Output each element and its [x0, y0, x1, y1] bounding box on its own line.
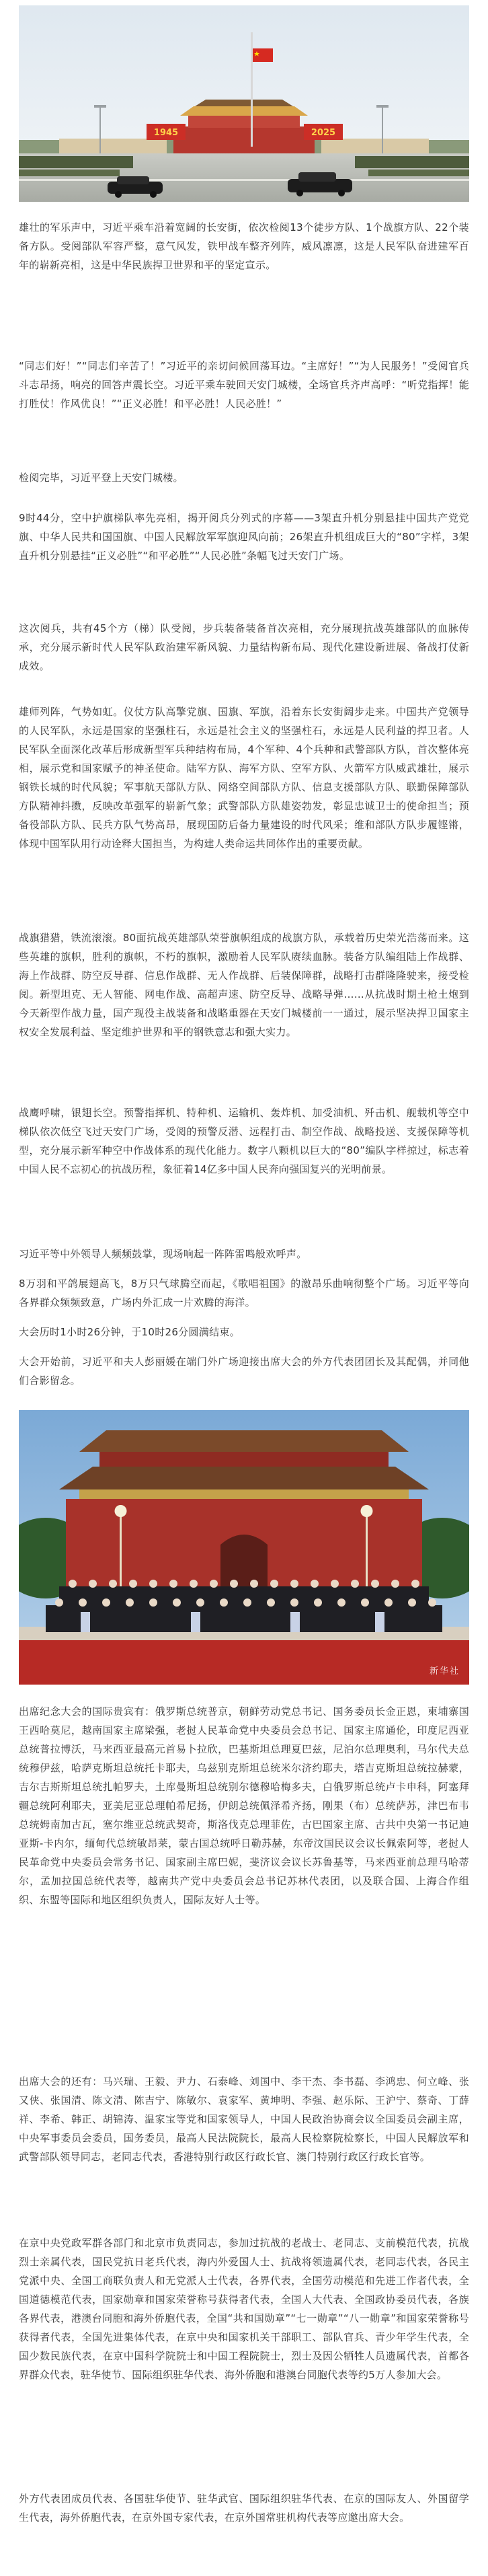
- paragraph: “同志们好！”“同志们辛苦了！”习近平的亲切问候回荡耳边。“主席好！”“为人民服务！”受阅官兵斗志昂扬，响亮的回答声震长空。习近平乘车驶回天安门城楼，全场官兵齐声高呼：“听党指挥！能打胜仗！作风优良！”“正义必胜！和平必胜！人民必胜！”: [19, 360, 469, 410]
- paragraph: 习近平等中外领导人频频鼓掌，现场响起一阵阵雷鸣般欢呼声。: [19, 1248, 307, 1260]
- paragraph: 检阅完毕，习近平登上天安门城楼。: [19, 472, 184, 484]
- banner-2025-label: 2025: [311, 128, 336, 138]
- paragraph: 出席纪念大会的国际贵宾有：俄罗斯总统普京，朝鲜劳动党总书记、国务委员长金正恩，柬埔寨国王西哈莫尼，越南国家主席梁强，老挝人民革命党中央委员会总书记、国家主席通伦，印度尼西亚总统普拉博沃，马来西亚最高元首易卜拉欣，巴基斯坦总理夏巴兹，尼泊尔总理奥利，马尔代夫总统穆伊兹，哈萨克斯坦总统托卡耶夫，乌兹别克斯坦总统米尔济约耶夫，塔吉克斯坦总统拉赫蒙，吉尔吉斯斯坦总统扎帕罗夫，土库曼斯坦总统别尔德穆哈梅多夫，白俄罗斯总统卢卡申科，阿塞拜疆总统阿利耶夫，亚美尼亚总理帕希尼扬，伊朗总统佩泽希齐扬，刚果（布）总统萨苏，津巴布韦总统姆南加古瓦，塞尔维亚总统武契奇，斯洛伐克总理菲佐，古巴国家主席、古共中央第一书记迪亚斯-卡内尔，缅甸代总统敏昂莱，蒙古国总统呼日勒苏赫，东帝汶国民议会议长佩索阿等，老挝人民革命党中央委员会常务书记、国家副主席巴妮，斐济议会议长苏鲁基等，马来西亚前总理马哈蒂尔，孟加拉国总统代表等，越南共产党中央委员会总书记苏林代表团，以及联合国、上海合作组织、东盟等国际和地区组织负责人，国际友好人士等。: [19, 1705, 469, 1906]
- banner-1945-label: 1945: [153, 128, 179, 138]
- photo-parade-review: [19, 5, 469, 202]
- paragraph: 外方代表团成员代表、各国驻华使节、驻华武官、国际组织驻华代表、在京的国际友人、外国留学生代表，海外侨胞代表，在京外国专家代表，在京外国常驻机构代表等应邀出席大会。: [19, 2493, 469, 2524]
- paragraph: 8万羽和平鸽展翅高飞，8万只气球腾空而起，《歌唱祖国》的激昂乐曲响彻整个广场。习近平等向各界群众频频致意，广场内外汇成一片欢腾的海洋。: [19, 1278, 469, 1309]
- paragraph: 大会开始前，习近平和夫人彭丽媛在端门外广场迎接出席大会的外方代表团团长及其配偶，并同他们合影留念。: [19, 1356, 469, 1387]
- paragraph: 战鹰呼啸，银翅长空。预警指挥机、特种机、运输机、轰炸机、加受油机、歼击机、舰载机等空中梯队依次低空飞过天安门广场，受阅的预警反潜、远程打击、制空作战、战略投送、支援保障等机型，充分展示新军种空中作战体系的现代化能力。数字八颗机以巨大的“80”编队字样掠过，标志着中国人民不忘初心的抗战历程，象征着14亿多中国人民奔向强国复兴的光明前景。: [19, 1107, 469, 1175]
- parade-review-illustration: [19, 5, 469, 202]
- photo-watermark: 新华社: [429, 1666, 460, 1677]
- paragraph: 大会历时1小时26分钟，于10时26分圆满结束。: [19, 1326, 241, 1338]
- paragraph: 战旗猎猎，铁流滚滚。80面抗战英雄部队荣誉旗帜组成的战旗方队，承载着历史荣光浩荡而来。这些英雄的旗帜，胜利的旗帜，不朽的旗帜，激励着人民军队赓续血脉。装备方队编组陆上作战群、海上作战群、防空反导群、信息作战群、无人作战群、后装保障群，战略打击群隆隆驶来，接受检阅。新型坦克、无人智能、网电作战、高超声速、防空反导、战略导弹……从抗战时期土枪土炮到今天新型作战力量，国产现役主战装备和战略重器在天安门城楼前一一通过，展示坚决捍卫国家主权安全发展利益、坚定维护世界和平的钢铁意志和强大实力。: [19, 932, 469, 1038]
- paragraph: 这次阅兵，共有45个方（梯）队受阅，步兵装备装备首次亮相，充分展现抗战英雄部队的血脉传承，充分展示新时代人民军队政治建军新风貌、力量结构新布局、现代化建设新进展、备战打仗新成效。: [19, 622, 469, 672]
- group-photo-illustration: [19, 1410, 469, 1685]
- paragraph: 雄壮的军乐声中，习近平乘车沿着宽阔的长安街，依次检阅13个徒步方队、1个战旗方队、22个装备方队。受阅部队军容严整，意气风发，铁甲战车整齐列阵，威风凛凛，这是人民军队奋进建军百年的崭新亮相，这是中华民族捍卫世界和平的坚定宣示。: [19, 221, 469, 271]
- paragraph: 出席大会的还有：马兴瑞、王毅、尹力、石泰峰、刘国中、李干杰、李书磊、李鸿忠、何立峰、张又侠、张国清、陈文清、陈吉宁、陈敏尔、袁家军、黄坤明、李强、赵乐际、王沪宁、蔡奇、丁薛祥、李希、韩正、胡锦涛、温家宝等党和国家领导人，中国人民政治协商会议全国委员会副主席，中央军事委员会委员，国务委员，最高人民法院院长，最高人民检察院检察长，中国人民解放军和武警部队领导同志，老同志代表，香港特别行政区行政长官、澳门特别行政区行政长官等。: [19, 2075, 469, 2163]
- paragraph: 雄师列阵，气势如虹。仪仗方队高擎党旗、国旗、军旗，沿着东长安街阔步走来。中国共产党领导的人民军队，永远是国家的坚强柱石，永远是社会主义的坚强柱石，永远是人民利益的捍卫者。人民军队全面深化改革后形成新型军兵种结构布局，4个军种、4个兵种和武警部队方队，首次整体亮相，展示党和国家赋予的神圣使命。陆军方队、海军方队、空军方队、火箭军方队威武雄壮，展示钢铁长城的时代风貌；军事航天部队方队、网络空间部队方队、信息支援部队方队、联勤保障部队方队精神抖擞，反映改革强军的崭新气象；武警部队方队雄姿勃发，彰显忠诚卫士的使命担当；预备役部队方队、民兵方队气势高昂，展现国防后备力量建设的时代风采；维和部队方队步履铿锵，体现中国军队用行动诠释大国担当，为构建人类命运共同体作出的重要贡献。: [19, 706, 469, 850]
- paragraph: 9时44分，空中护旗梯队率先亮相，揭开阅兵分列式的序幕——3架直升机分别悬挂中国共产党党旗、中华人民共和国国旗、中国人民解放军军旗迎风向前；26架直升机组成巨大的“80”字样，3架直升机分别悬挂“正义必胜”“和平必胜”“人民必胜”条幅飞过天安门广场。: [19, 512, 469, 562]
- paragraph: 在京中央党政军群各部门和北京市负责同志，参加过抗战的老战士、老同志、支前模范代表，抗战烈士亲属代表，国民党抗日老兵代表，海内外爱国人士、抗战将领遗属代表，老同志代表，各民主党派中央、全国工商联负责人和无党派人士代表，各界代表，全国劳动模范和先进工作者代表，全国道德模范代表，国家勋章和国家荣誉称号获得者代表，全国人大代表、全国政协委员代表，各族各界代表，港澳台同胞和海外侨胞代表，全国“共和国勋章”“七一勋章”“八一勋章”和国家荣誉称号获得者代表，全国先进集体代表，在京中央和国家机关干部职工、部队官兵、青少年学生代表，全国少数民族代表，在京中国科学院院士和中国工程院院士，烈士及因公牺牲人员遗属代表，首都各界群众代表，驻华使节、国际组织驻华代表、海外侨胞和港澳台同胞代表等约5万人参加大会。: [19, 2237, 469, 2381]
- photo-group-leaders: [19, 1410, 469, 1685]
